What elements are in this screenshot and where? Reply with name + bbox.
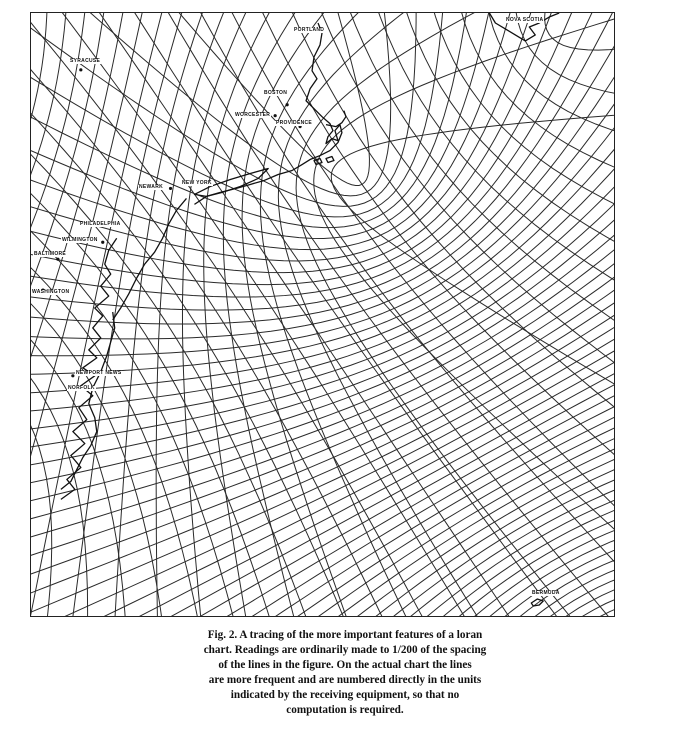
label-norfolk: NORFOLK xyxy=(68,385,95,391)
loran-line xyxy=(278,13,614,616)
city-dot xyxy=(274,114,277,117)
loran-line xyxy=(31,13,614,616)
label-nova-scotia: NOVA SCOTIA xyxy=(506,17,544,23)
label-boston: BOSTON xyxy=(264,90,288,96)
loran-line xyxy=(31,335,614,616)
label-newport-news: NEWPORT NEWS xyxy=(76,370,122,376)
loran-line xyxy=(75,13,570,616)
loran-lines xyxy=(31,13,614,616)
city-dot xyxy=(71,374,74,377)
loran-line xyxy=(31,13,573,616)
label-wilmington: WILMINGTON xyxy=(62,237,98,243)
city-dot xyxy=(79,68,82,71)
loran-line xyxy=(31,13,614,356)
loran-line xyxy=(545,13,614,50)
loran-line xyxy=(331,66,614,616)
caption-line: chart. Readings are ordinarily made to 1/200 of the spacing xyxy=(203,644,487,656)
label-bermuda: BERMUDA xyxy=(532,590,560,596)
caption-line: computation is required. xyxy=(286,704,404,716)
loran-line xyxy=(31,13,129,616)
loran-line xyxy=(31,13,69,616)
loran-line xyxy=(31,368,614,616)
loran-chart-drawing xyxy=(31,13,614,616)
caption-line: are more frequent and are numbered directly in the units xyxy=(208,674,482,686)
coastline-cape-cod xyxy=(326,111,346,127)
loran-line xyxy=(31,13,614,310)
loran-line xyxy=(41,535,614,616)
caption-line: indicated by the receiving equipment, so that no xyxy=(230,689,460,701)
loran-line xyxy=(31,13,240,616)
label-washington: WASHINGTON xyxy=(32,289,70,295)
loran-line xyxy=(31,472,614,616)
label-baltimore: BALTIMORE xyxy=(34,251,67,257)
loran-line xyxy=(31,13,614,250)
loran-line xyxy=(31,13,395,616)
label-providence: PROVIDENCE xyxy=(276,120,313,126)
city-dot xyxy=(286,103,289,106)
figure-caption xyxy=(180,628,510,718)
loran-line xyxy=(31,13,416,206)
island-bermuda xyxy=(531,599,543,606)
label-newark: NEWARK xyxy=(139,184,164,190)
loran-line xyxy=(156,13,614,616)
loran-line xyxy=(413,13,614,442)
city-dot xyxy=(56,258,59,261)
loran-line xyxy=(242,13,614,616)
island-nantucket xyxy=(326,157,334,163)
coastline-delmarva xyxy=(61,238,117,499)
loran-line xyxy=(296,13,614,616)
label-worcester: WORCESTER xyxy=(235,112,271,118)
city-dot xyxy=(169,187,172,190)
loran-line xyxy=(31,13,614,405)
label-philadelphia: PHILADELPHIA xyxy=(80,221,121,227)
loran-chart-map xyxy=(30,12,615,617)
label-portland: PORTLAND xyxy=(294,27,325,33)
caption-line: Fig. 2. A tracing of the more important features of a loran xyxy=(207,629,483,641)
label-new-york: NEW YORK xyxy=(182,180,212,186)
label-syracuse: SYRACUSE xyxy=(70,58,101,64)
city-dot xyxy=(101,241,104,244)
caption-line: of the lines in the figure. On the actual chart the lines xyxy=(218,659,472,671)
